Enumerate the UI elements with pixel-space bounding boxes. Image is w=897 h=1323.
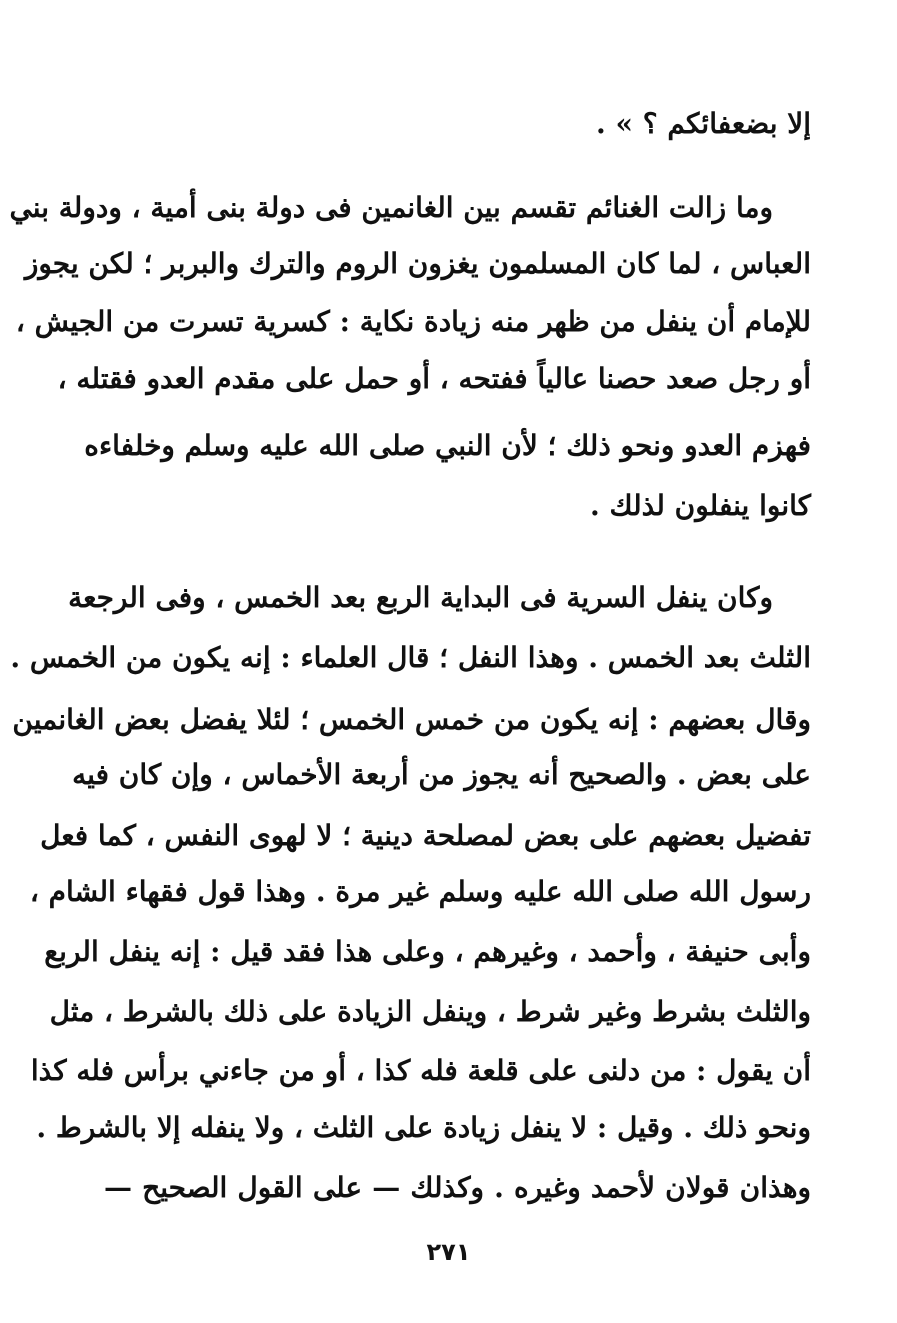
text-line: وما زالت الغنائم تقسم بين الغانمين فى دولة بنى أمية ، ودولة بني (9, 191, 773, 224)
text-line: أن يقول : من دلنى على قلعة فله كذا ، أو من جاءني برأس فله كذا (30, 1054, 811, 1087)
text-line: إلا بضعفائكم ؟ » . (595, 107, 811, 140)
page-number: ٢٧١ (426, 1238, 471, 1266)
text-line: العباس ، لما كان المسلمون يغزون الروم والترك والبربر ؛ لكن يجوز (24, 247, 811, 280)
text-line: وأبى حنيفة ، وأحمد ، وغيرهم ، وعلى هذا فقد قيل : إنه ينفل الربع (44, 935, 811, 968)
text-line: وهذان قولان لأحمد وغيره . وكذلك — على القول الصحيح — (104, 1171, 811, 1204)
text-line: الثلث بعد الخمس . وهذا النفل ؛ قال العلماء : إنه يكون من الخمس . (10, 641, 811, 674)
text-line: والثلث بشرط وغير شرط ، وينفل الزيادة على ذلك بالشرط ، مثل (49, 995, 811, 1028)
text-line: فهزم العدو ونحو ذلك ؛ لأن النبي صلى الله عليه وسلم وخلفاءه (84, 429, 811, 462)
text-line: كانوا ينفلون لذلك . (590, 489, 811, 522)
text-line: للإمام أن ينفل من ظهر منه زيادة نكاية : كسرية تسرت من الجيش ، (15, 305, 811, 338)
text-line: أو رجل صعد حصنا عالياً ففتحه ، أو حمل على مقدم العدو فقتله ، (57, 362, 811, 395)
text-line: على بعض . والصحيح أنه يجوز من أربعة الأخماس ، وإن كان فيه (72, 758, 811, 791)
text-line: رسول الله صلى الله عليه وسلم غير مرة . وهذا قول فقهاء الشام ، (29, 875, 811, 908)
text-line: تفضيل بعضهم على بعض لمصلحة دينية ؛ لا لهوى النفس ، كما فعل (40, 819, 811, 852)
text-line: وكان ينفل السرية فى البداية الربع بعد الخمس ، وفى الرجعة (68, 581, 773, 614)
text-line: وقال بعضهم : إنه يكون من خمس الخمس ؛ لئلا يفضل بعض الغانمين (12, 703, 811, 736)
text-line: ونحو ذلك . وقيل : لا ينفل زيادة على الثلث ، ولا ينفله إلا بالشرط . (36, 1111, 811, 1144)
